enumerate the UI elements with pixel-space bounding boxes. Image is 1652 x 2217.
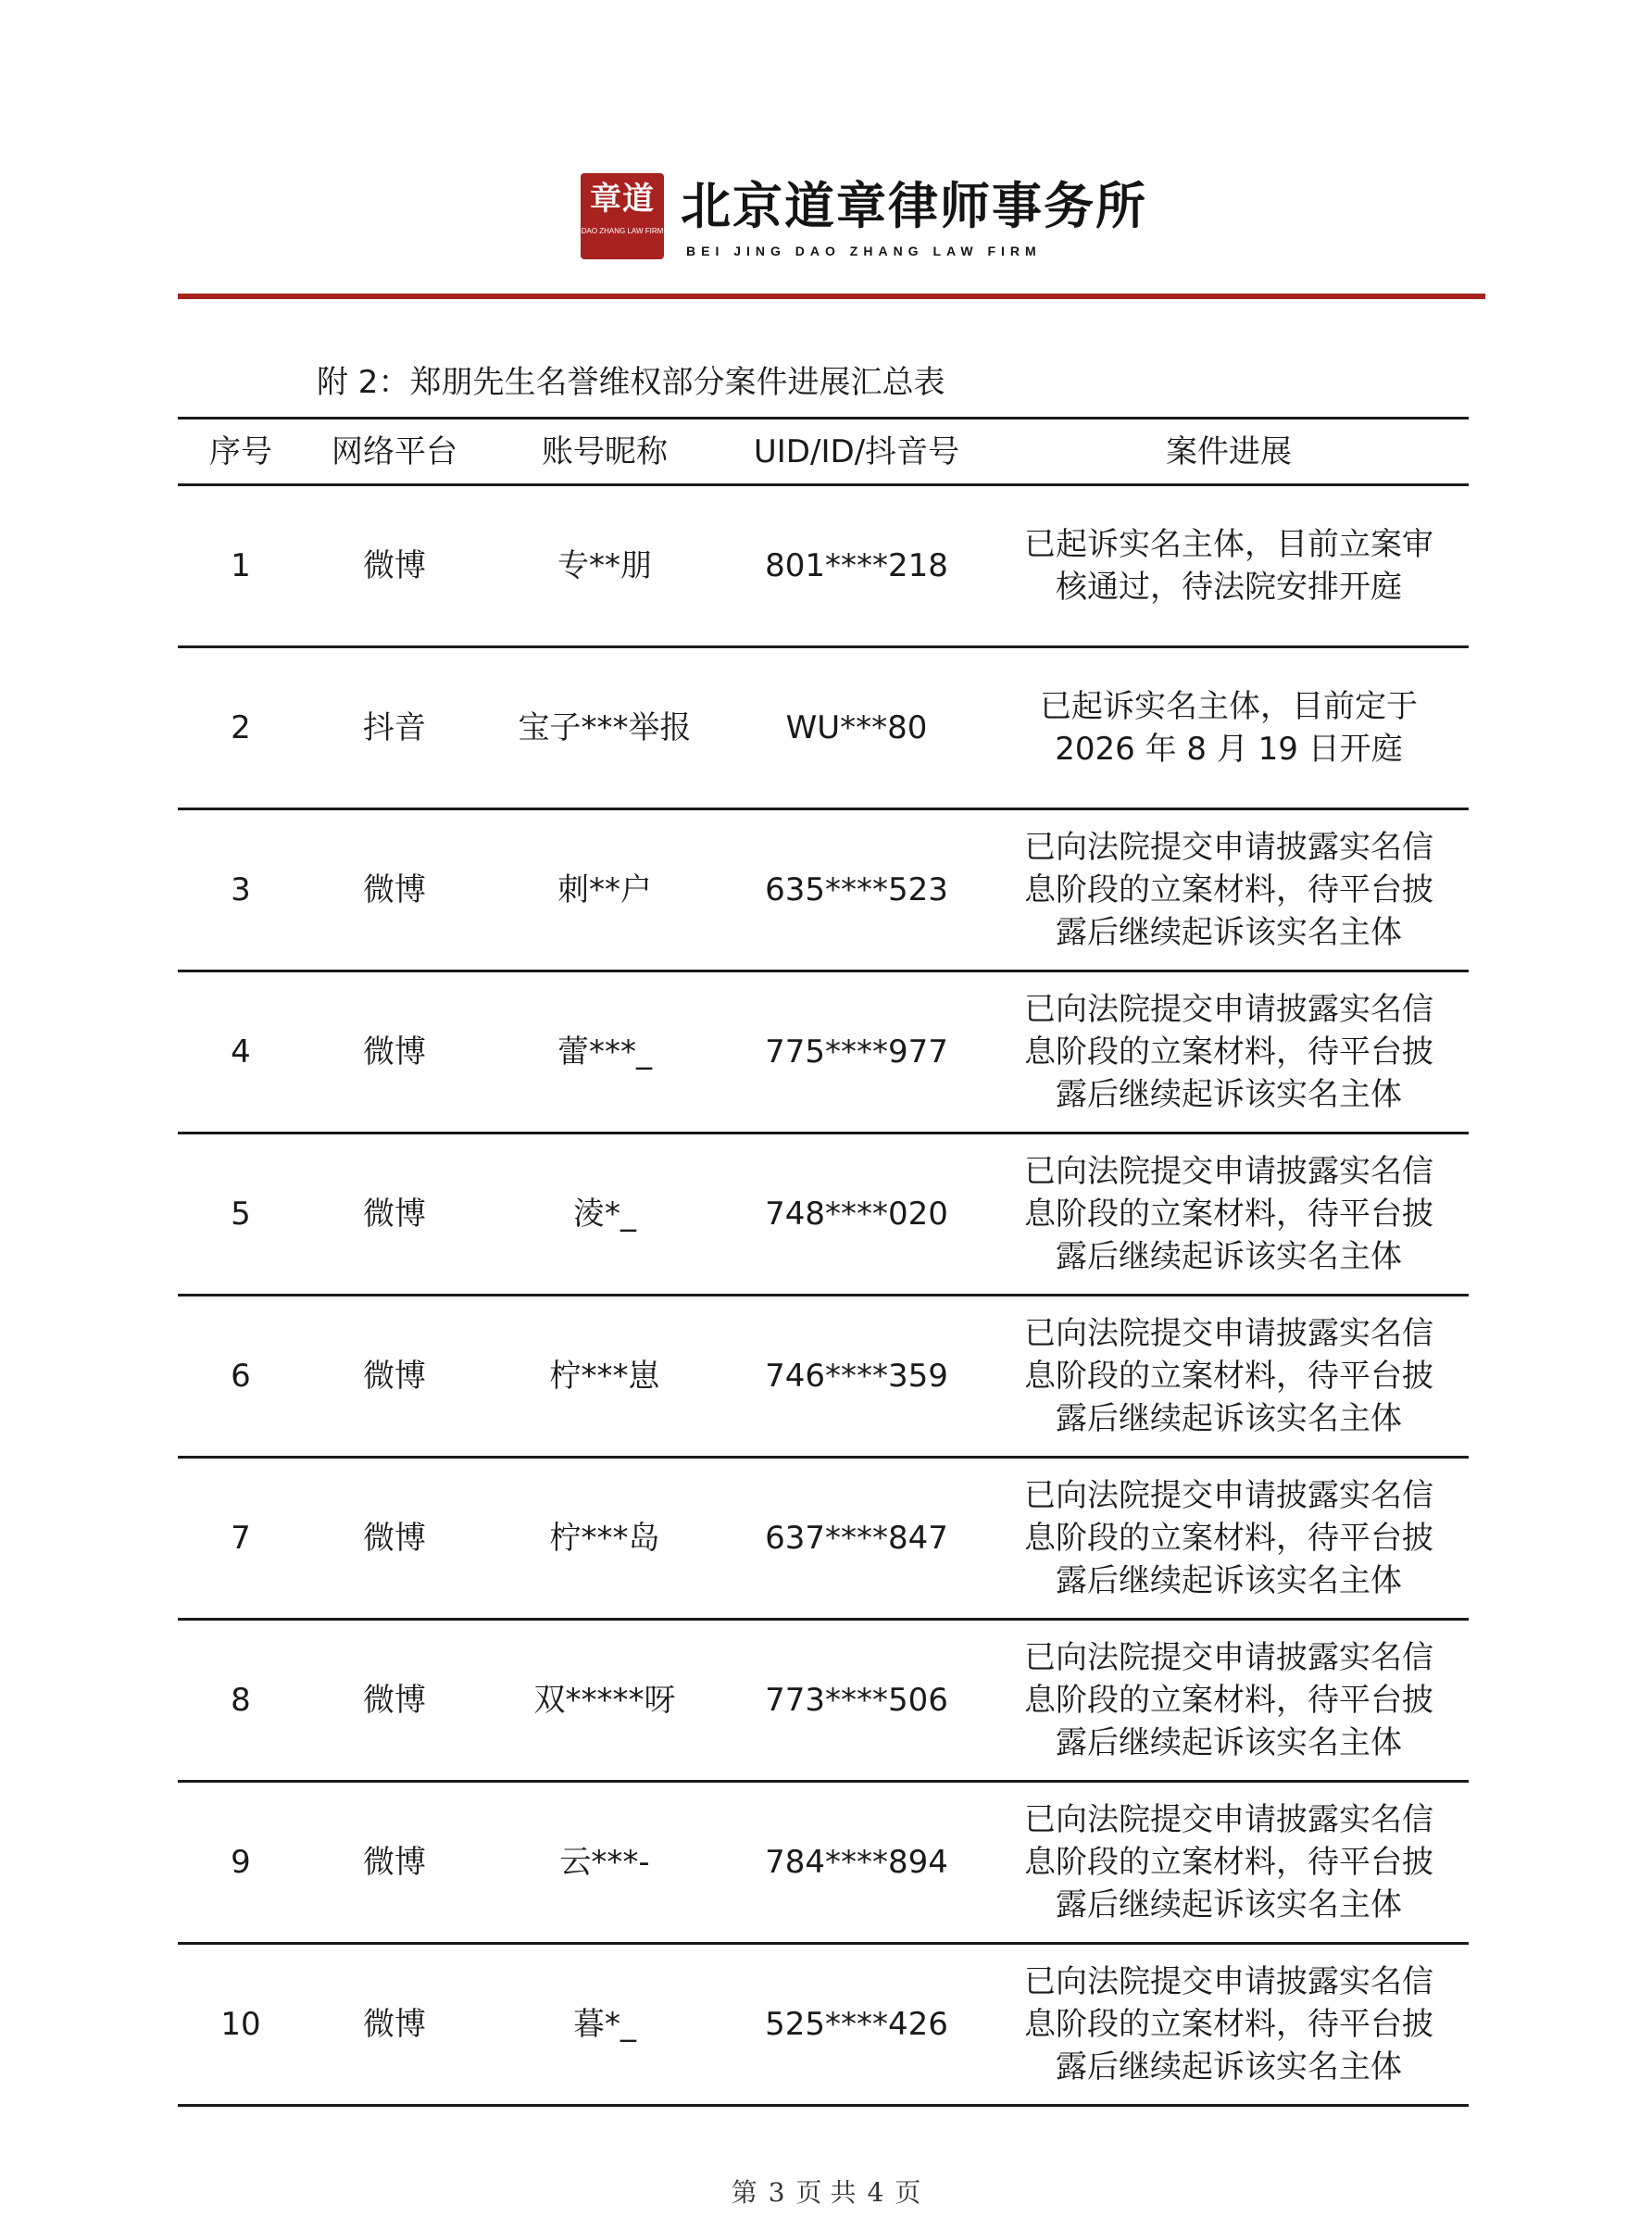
cell-uid: 748****020	[765, 1196, 948, 1233]
table-row	[178, 486, 1469, 648]
cell-progress: 已向法院提交申请披露实名信息阶段的立案材料，待平台披露后继续起诉该实名主体	[1024, 829, 1433, 951]
cell-nickname: 蕾***_	[557, 1033, 652, 1071]
cell-uid: 635****523	[765, 871, 948, 908]
cell-nickname: 柠***崽	[549, 1358, 660, 1395]
cell-serial: 6	[231, 1358, 251, 1395]
table-row	[178, 1945, 1469, 2107]
header-platform: 网络平台	[332, 432, 457, 470]
cell-serial: 10	[220, 2006, 261, 2043]
cell-platform: 微博	[363, 1358, 426, 1395]
cell-progress: 已向法院提交申请披露实名信息阶段的立案材料，待平台披露后继续起诉该实名主体	[1024, 1801, 1433, 1923]
header-nickname: 账号昵称	[542, 432, 668, 470]
cell-serial: 8	[231, 1682, 251, 1719]
cell-progress: 已起诉实名主体，目前定于2026 年 8 月 19 日开庭	[1040, 688, 1418, 768]
cell-uid: WU***80	[785, 709, 928, 746]
table-header-row	[178, 417, 1469, 486]
firm-name-english: BEI JING DAO ZHANG LAW FIRM	[686, 244, 1042, 258]
cell-uid: 801****218	[765, 547, 948, 584]
seal-subtext: DAO ZHANG LAW FIRM	[581, 227, 664, 235]
cell-progress: 已起诉实名主体，目前立案审核通过，待法院安排开庭	[1024, 526, 1433, 606]
cell-nickname: 云***-	[559, 1844, 650, 1881]
table-body	[178, 486, 1469, 2107]
cell-platform: 微博	[363, 2006, 426, 2043]
document-title: 附 2：郑朋先生名誉维权部分案件进展汇总表	[317, 364, 945, 401]
header-divider	[178, 294, 1485, 299]
cell-nickname: 宝子***举报	[518, 709, 692, 746]
cell-platform: 微博	[363, 547, 426, 584]
table-row	[178, 1459, 1469, 1621]
cell-uid: 746****359	[765, 1358, 948, 1395]
table-row	[178, 810, 1469, 972]
cell-progress: 已向法院提交申请披露实名信息阶段的立案材料，待平台披露后继续起诉该实名主体	[1024, 1477, 1433, 1599]
cell-serial: 9	[231, 1844, 251, 1881]
cell-uid: 637****847	[765, 1520, 948, 1557]
cell-progress: 已向法院提交申请披露实名信息阶段的立案材料，待平台披露后继续起诉该实名主体	[1024, 1315, 1433, 1437]
seal-text: 章道	[590, 181, 655, 218]
cell-progress: 已向法院提交申请披露实名信息阶段的立案材料，待平台披露后继续起诉该实名主体	[1024, 991, 1433, 1113]
cell-progress: 已向法院提交申请披露实名信息阶段的立案材料，待平台披露后继续起诉该实名主体	[1024, 1639, 1433, 1761]
cell-nickname: 刺**户	[557, 871, 652, 908]
cell-platform: 微博	[363, 1033, 426, 1071]
cell-uid: 525****426	[765, 2006, 948, 2043]
cell-platform: 微博	[363, 1196, 426, 1233]
page-total: 4	[867, 2177, 884, 2208]
page-current: 3	[768, 2177, 785, 2208]
header-serial: 序号	[209, 432, 272, 470]
table-row	[178, 1783, 1469, 1945]
table-row	[178, 972, 1469, 1134]
table-row	[178, 1296, 1469, 1459]
header-uid: UID/ID/抖音号	[753, 432, 960, 470]
cell-nickname: 柠***岛	[549, 1520, 660, 1557]
table-row	[178, 1134, 1469, 1296]
cell-serial: 2	[231, 709, 251, 746]
page-footer	[0, 2173, 1652, 2210]
page-label-mid: 页 共	[795, 2177, 857, 2208]
cell-serial: 3	[231, 871, 251, 908]
cell-serial: 1	[231, 547, 251, 584]
cell-nickname: 专**朋	[557, 547, 652, 584]
cell-progress: 已向法院提交申请披露实名信息阶段的立案材料，待平台披露后继续起诉该实名主体	[1024, 1963, 1433, 2085]
table-row	[178, 1621, 1469, 1783]
page-label-suffix: 页	[895, 2177, 921, 2208]
cell-progress: 已向法院提交申请披露实名信息阶段的立案材料，待平台披露后继续起诉该实名主体	[1024, 1153, 1433, 1275]
cell-nickname: 双*****呀	[533, 1682, 676, 1719]
cell-platform: 微博	[363, 1520, 426, 1557]
table-row	[178, 648, 1469, 810]
cell-serial: 4	[231, 1033, 251, 1071]
cell-uid: 784****894	[765, 1844, 948, 1881]
firm-name-chinese: 北京道章律师事务所	[681, 176, 1147, 235]
cell-uid: 773****506	[765, 1682, 948, 1719]
header-progress: 案件进展	[1166, 432, 1292, 470]
case-progress-table	[178, 417, 1469, 2107]
cell-nickname: 淩*_	[573, 1196, 636, 1233]
cell-platform: 微博	[363, 871, 426, 908]
cell-nickname: 暮*_	[573, 2006, 636, 2043]
cell-platform: 微博	[363, 1682, 426, 1719]
letterhead	[581, 173, 1147, 261]
cell-serial: 5	[231, 1196, 251, 1233]
cell-serial: 7	[231, 1520, 251, 1557]
cell-platform: 抖音	[363, 709, 426, 746]
firm-seal-logo	[581, 173, 664, 259]
cell-platform: 微博	[363, 1844, 426, 1881]
cell-uid: 775****977	[765, 1033, 948, 1071]
page-label-prefix: 第	[731, 2177, 757, 2208]
